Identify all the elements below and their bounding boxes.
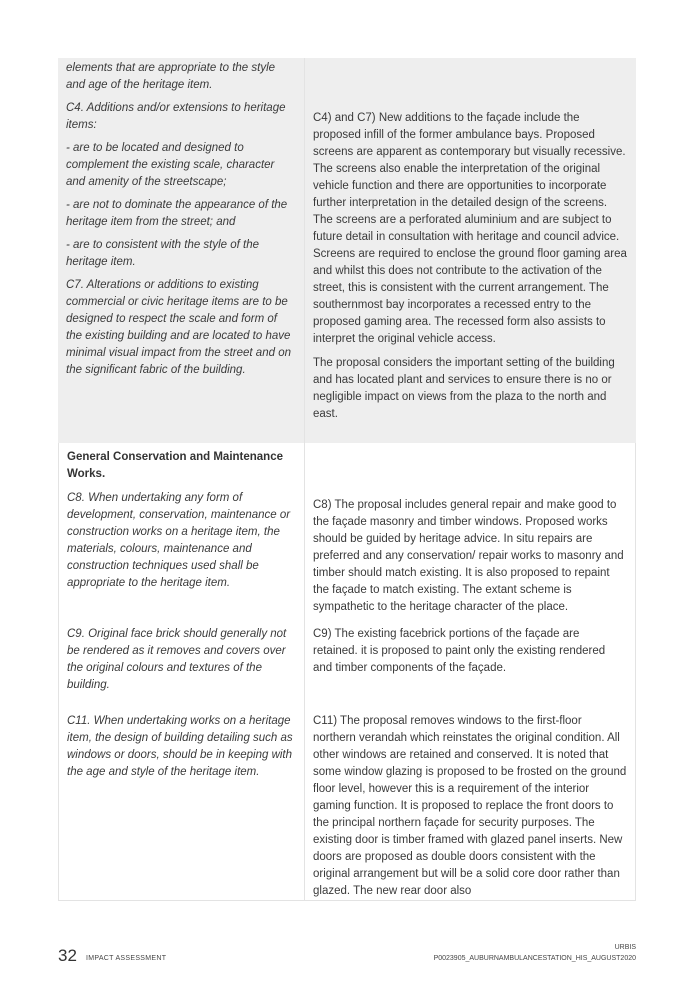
brand-name: URBIS [614, 944, 636, 951]
table-row [58, 704, 636, 901]
section-title: IMPACT ASSESSMENT [86, 955, 167, 962]
table-row [58, 622, 636, 704]
table-row [58, 58, 636, 443]
table-row [58, 443, 636, 622]
response-text: C4) and C7) New additions to the façade include the proposed infill of the former ambulance bays. Proposed screens are apparent as contemporary but visually recessive. The screens also enable the interpretation of the original vehicle function and there are opportunities to incorporate further interpretation in the detailed design of the screens. The screens are a perforated aluminium and are subject to future detail in consultation with heritage and council advice. Screens are required to enclose the ground floor gaming area and whilst this does not contribute to the activation of the street, this is consistent with the current arrangement. The southernmost bay incorporates a recessed entry to the proposed gaming area. The recessed form also assists to interpret the original vehicle access. [313, 112, 627, 345]
response-text: C11) The proposal removes windows to the first-floor northern verandah which reinstates the original condition. All other windows are retained and conserved. It is noted that some window glazing is proposed to be frosted on the ground floor level, however this is a requirement of the interior gaming function. It is proposed to replace the front doors to the principal northern façade for security purposes. The existing door is timber framed with glazed panel inserts. New doors are proposed as double doors consistent with the original arrangement but will be a solid core door rather than glazed. The new rear door also [313, 715, 627, 897]
control-text: C11. When undertaking works on a heritage item, the design of building detailing such as windows or doors, should be in keeping with the age and style of the heritage item. [67, 715, 293, 778]
response-column [304, 704, 636, 900]
control-text: - are to be located and designed to complement the existing scale, character and amenity of the streetscape; [66, 142, 275, 188]
controls-column [58, 622, 304, 704]
control-text: C7. Alterations or additions to existing commercial or civic heritage items are to be designed to respect the scale and form of the existing building and are located to have minimal visual impact from the street and on the significant fabric of the building. [66, 279, 291, 376]
page-number: 32 [58, 946, 77, 965]
heritage-assessment-table [58, 58, 636, 901]
response-column [304, 443, 636, 622]
response-column [304, 622, 636, 704]
controls-column [58, 704, 304, 900]
control-text: C9. Original face brick should generally not be rendered as it removes and covers over the original colours and textures of the building. [67, 628, 287, 691]
response-column [304, 58, 636, 443]
section-heading: General Conservation and Maintenance Works. [67, 451, 284, 480]
control-text: C8. When undertaking any form of development, conservation, maintenance or construction works on a heritage item, the materials, colours, maintenance and construction techniques used shall be appropriate to the heritage item. [67, 492, 291, 589]
controls-column [58, 443, 304, 622]
document-reference: P0023905_AUBURNAMBULANCESTATION_HIS_AUGUST2020 [433, 955, 636, 962]
control-text: - are not to dominate the appearance of the heritage item from the street; and [66, 199, 288, 228]
control-text: elements that are appropriate to the style and age of the heritage item. [66, 62, 276, 91]
controls-column [58, 58, 304, 443]
response-text: The proposal considers the important setting of the building and has located plant and services to ensure there is no or negligible impact on views from the plaza to the north and east. [313, 357, 615, 420]
response-text: C8) The proposal includes general repair and make good to the façade masonry and timber windows. Proposed works should be guided by heritage advice. In situ repairs are preferred and any conservation/ repair works to masonry and timber should match existing. It is also proposed to repaint the façade to match existing. The extant scheme is sympathetic to the heritage character of the place. [313, 499, 624, 613]
control-text: - are to consistent with the style of the heritage item. [66, 239, 260, 268]
control-text: C4. Additions and/or extensions to heritage items: [66, 102, 286, 131]
response-text: C9) The existing facebrick portions of the façade are retained. it is proposed to paint only the existing rendered and timber components of the façade. [313, 628, 606, 674]
